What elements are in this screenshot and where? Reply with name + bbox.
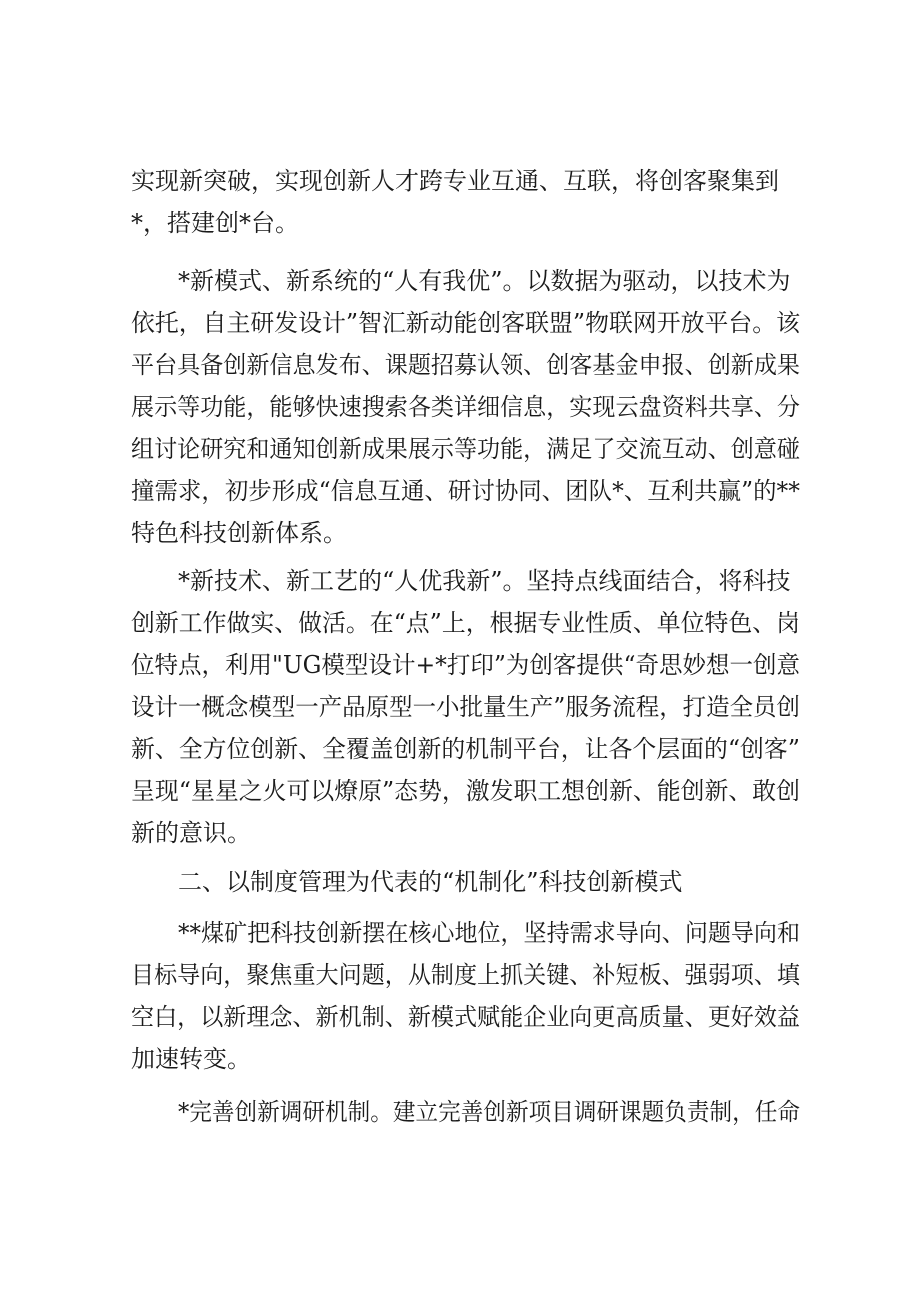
- text-line-content: 目标导向，聚焦重大问题，从制度上抓关键、补短板、强弱项、填: [131, 961, 800, 989]
- text-line: [0, 729, 920, 769]
- text-line: [0, 561, 920, 601]
- text-line-content: 加速转变。: [131, 1045, 251, 1073]
- text-line-content: 撞需求，初步形成“信息互通、研讨协同、团队*、互利共赢”的**: [131, 477, 800, 505]
- text-line-content: 空白，以新理念、新机制、新模式赋能企业向更高质量、更好效益: [131, 1003, 800, 1031]
- text-line: [0, 387, 920, 427]
- text-line: [0, 261, 920, 301]
- text-line-content: *完善创新调研机制。建立完善创新项目调研课题负责制，任命: [178, 1098, 800, 1126]
- text-line: [0, 303, 920, 343]
- text-line-content: **煤矿把科技创新摆在核心地位，坚持需求导向、问题导向和: [178, 919, 800, 947]
- text-line-content: 呈现“星星之火可以燎原”态势，激发职工想创新、能创新、敢创: [131, 777, 800, 805]
- text-line: [0, 1092, 920, 1132]
- text-line: [0, 1039, 920, 1079]
- text-line: [0, 471, 920, 511]
- text-line: [0, 513, 920, 553]
- text-line-content: 实现新突破，实现创新人才跨专业互通、互联，将创客聚集到: [131, 167, 779, 195]
- text-line: [0, 645, 920, 685]
- text-line: [0, 913, 920, 953]
- text-line-content: 新、全方位创新、全覆盖创新的机制平台，让各个层面的“创客”: [131, 735, 800, 763]
- section-heading-text: 二、以制度管理为代表的“机制化”科技创新模式: [178, 868, 683, 896]
- text-line: [0, 603, 920, 643]
- text-line: [0, 955, 920, 995]
- text-line-content: 创新工作做实、做活。在“点”上，根据专业性质、单位特色、岗: [131, 609, 800, 637]
- text-line-content: 组讨论研究和通知创新成果展示等功能，满足了交流互动、创意碰: [131, 435, 800, 463]
- text-line: [0, 203, 920, 243]
- text-line-content: *新模式、新系统的“人有我优”。以数据为驱动，以技术为: [178, 267, 791, 295]
- text-line: [0, 687, 920, 727]
- text-line: [0, 345, 920, 385]
- text-line-content: 平台具备创新信息发布、课题招募认领、创客基金申报、创新成果: [131, 351, 800, 379]
- text-line: [0, 813, 920, 853]
- text-line-content: 新的意识。: [131, 819, 251, 847]
- text-line: [0, 771, 920, 811]
- text-line-content: 特色科技创新体系。: [131, 519, 347, 547]
- text-line: [0, 429, 920, 469]
- text-line-content: *，搭建创*台。: [131, 209, 299, 237]
- section-heading: [0, 862, 920, 902]
- text-line-content: *新技术、新工艺的“人优我新”。坚持点线面结合，将科技: [178, 567, 791, 595]
- text-line-content: 依托，自主研发设计”智汇新动能创客联盟”物联网开放平台。该: [131, 309, 800, 337]
- text-line-content: 设计一概念模型一产品原型一小批量生产”服务流程，打造全员创: [131, 693, 800, 721]
- text-line: [0, 997, 920, 1037]
- text-line: [0, 161, 920, 201]
- text-line-content: 位特点，利用"UG模型设计+*打印”为创客提供“奇思妙想一创意: [131, 651, 800, 679]
- text-line-content: 展示等功能，能够快速搜索各类详细信息，实现云盘资料共享、分: [131, 393, 800, 421]
